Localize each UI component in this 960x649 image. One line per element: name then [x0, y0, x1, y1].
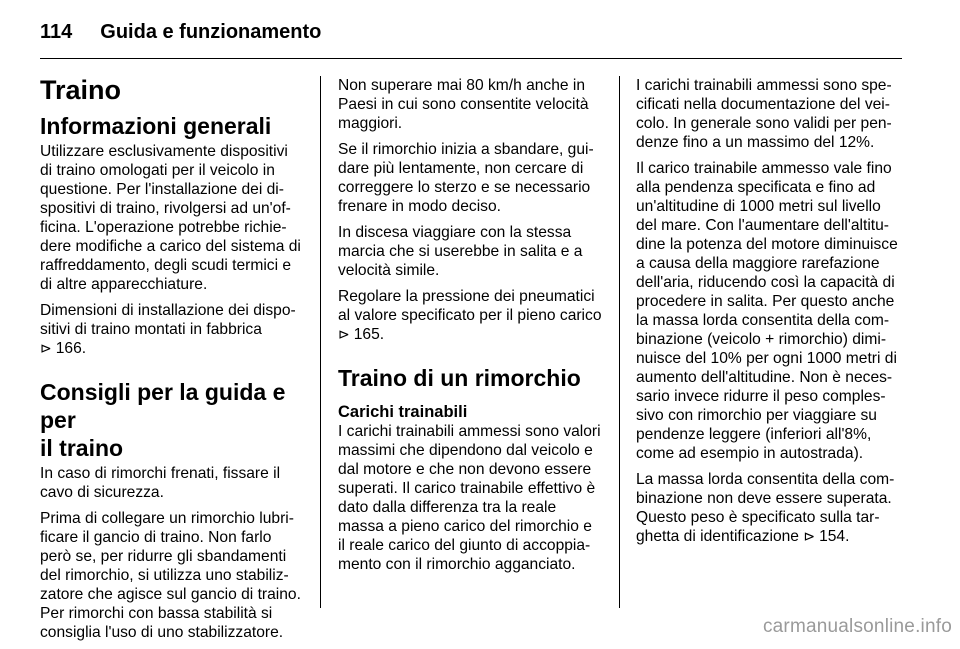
paragraph-text: Regolare la pressione dei pneumatici al valore specificato per il pieno carico	[338, 288, 602, 324]
section-heading-general-info: Informazioni generali	[40, 113, 272, 139]
column-divider	[619, 76, 620, 608]
page-reference-number: 154.	[819, 528, 850, 545]
paragraph-text: Dimensioni di installazione dei dispo- sitivi di traino montati in fabbrica	[40, 302, 296, 338]
paragraph: Utilizzare esclusivamente dispositivi di traino omologati per il veicolo in questione. Per l'installazione dei di- spositivi di traino, rivolgersi ad un'of- ficina. L'operazione potrebbe richie- dere modifiche a carico del sistema di raffreddamento, degli scudi termici e di altre apparecchiature.	[40, 143, 301, 293]
section-title: Guida e funzionamento	[100, 20, 322, 43]
watermark-text: carmanualsonline.info	[762, 616, 952, 637]
paragraph: In discesa viaggiare con la stessa marcia che si userebbe in salita e a velocità simile.	[338, 224, 583, 279]
paragraph: Prima di collegare un rimorchio lubri- ficare il gancio di traino. Non farlo però se, per ridurre gli sbandamenti del rimorchio, si utilizza uno stabiliz- zatore che agisce sul gancio di traino. Per rimorchi con bassa stabilità si consiglia l'uso di uno stabilizzatore.	[40, 510, 301, 641]
page-reference[interactable]	[338, 326, 384, 343]
section-heading-driving-tips: Consigli per la guida e per il traino	[40, 379, 286, 461]
paragraph: Il carico trainabile ammesso vale fino alla pendenza specificata e fino ad un'altitudine di 1000 metri sul livello del mare. Con l'aumentare dell'altitu- dine la potenza del motore diminuisce a causa della maggiore rarefazione dell'aria, riducendo così la capacità di procedere in salita. Per questo anche la massa lorda consentita della com- binazione (veicolo + rimorchio) dimi- nuisce del 10% per ogni 1000 metri di aumento dell'altitudine. Non è neces- sario invece ridurre il peso comples- sivo con rimorchio per viaggiare su pendenze leggere (inferiori all'8%, come ad esempio in autostrada).	[636, 160, 898, 462]
header-divider	[40, 58, 902, 59]
page-number: 114	[40, 20, 73, 43]
column-1	[40, 74, 304, 649]
column-3	[636, 76, 902, 553]
paragraph: Non superare mai 80 km/h anche in Paesi in cui sono consentite velocità maggiori.	[338, 77, 589, 132]
section-heading-towing: Traino di un rimorchio	[338, 365, 581, 391]
page-reference-number: 166.	[55, 340, 87, 357]
paragraph	[40, 301, 304, 358]
arrow-reference-icon: ⊳	[40, 340, 52, 356]
paragraph: In caso di rimorchi frenati, fissare il cavo di sicurezza.	[40, 465, 281, 501]
paragraph	[636, 470, 902, 546]
arrow-reference-icon: ⊳	[338, 326, 350, 342]
paragraph: Se il rimorchio inizia a sbandare, gui- dare più lentamente, non cercare di correggere lo sterzo e se necessario frenare in modo deciso.	[338, 141, 594, 215]
arrow-reference-icon: ⊳	[803, 528, 816, 544]
page-reference-number: 165.	[353, 326, 385, 343]
column-divider	[320, 76, 321, 608]
page-header	[40, 14, 321, 50]
paragraph-text: La massa lorda consentita della com- binazione non deve essere superata. Questo peso è specificato sulla tar- ghetta di identificazione	[636, 471, 895, 545]
page-reference[interactable]	[803, 528, 849, 545]
page-title: Traino	[40, 75, 122, 105]
paragraph: I carichi trainabili ammessi sono spe- cificati nella documentazione del vei- colo. In generale sono validi per pen- denze fino a un massimo del 12%.	[636, 77, 892, 151]
column-2	[338, 76, 604, 581]
paragraph	[338, 287, 604, 344]
paragraph: I carichi trainabili ammessi sono valori massimi che dipendono dal veicolo e dal motore e che non devono essere superati. Il carico trainabile effettivo è dato dalla differenza tra la reale massa a pieno carico del rimorchio e il reale carico del giunto di accoppia- mento con il rimorchio agganciato.	[338, 423, 601, 573]
page-reference[interactable]	[40, 340, 86, 357]
subheading-trailer-loads: Carichi trainabili	[338, 403, 468, 421]
